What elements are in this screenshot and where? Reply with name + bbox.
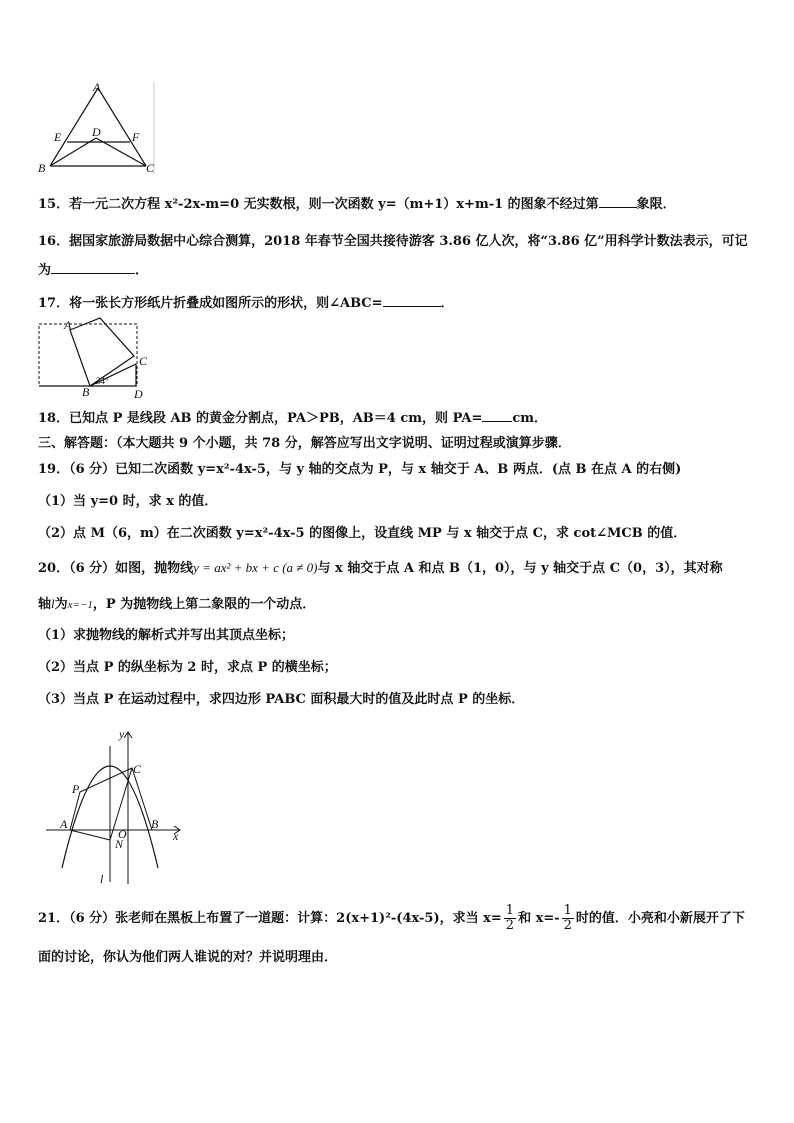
q20-line2-b: 为 (54, 597, 68, 612)
label-f: F (132, 130, 140, 144)
question-15 (38, 193, 676, 212)
parabola-label-p: P (72, 782, 80, 796)
question-19-part1: （1）当 y=0 时，求 x 的值． (38, 494, 218, 509)
parabola-label-x: x (173, 829, 179, 843)
q16-prefix: 为 (38, 263, 52, 278)
q18-tail: cm． (512, 411, 548, 426)
rect-angle-label: 34° (96, 376, 109, 386)
q21-frac1-num: 1 (505, 903, 515, 918)
question-19-part2: （2）点 M（6，m）在二次函数 y=x²-4x-5 的图像上，设直线 MP 与 x 轴交于点 C，求 cot∠MCB 的值． (38, 526, 687, 541)
rect-label-c: C (139, 354, 148, 368)
section-3-heading: 三、解答题：（本大题共 9 个小题，共 78 分，解答应写出文字说明、证明过程或演算步骤． (38, 436, 571, 451)
q18-blank[interactable] (482, 409, 512, 422)
q21-frac2-num: 1 (563, 903, 572, 918)
q20-line2-c: ，P 为抛物线上第二象限的一个动点． (92, 597, 316, 612)
parabola-figure (40, 726, 190, 886)
question-17 (38, 292, 454, 311)
q17-blank[interactable] (383, 294, 441, 307)
label-a: A (93, 80, 101, 94)
label-b: B (38, 161, 46, 175)
question-20-part3: （3）当点 P 在运动过程中，求四边形 PABC 面积最大时的值及此时点 P 的坐标． (38, 692, 525, 707)
q21-stem-c: 时的值．小亮和小新展开了下 (575, 911, 745, 926)
question-20-stem (38, 557, 723, 576)
parabola-label-y: y (119, 727, 125, 741)
q20-line2-l: l (51, 596, 55, 611)
q20-formula: y = ax² + bx + c (a ≠ 0) (193, 560, 318, 575)
rect-label-b: B (82, 385, 90, 399)
question-21-line2: 面的讨论，你认为他们两人谁说的对？并说明理由． (38, 950, 338, 965)
q17-text: 17．将一张长方形纸片折叠成如图所示的形状，则∠ABC= (38, 296, 383, 311)
question-16-line2 (38, 259, 148, 278)
q21-fraction-1 (504, 904, 516, 933)
q21-fraction-2 (562, 904, 574, 933)
q15-blank[interactable] (599, 195, 637, 208)
q20-stem-a: 20．（6 分）如图，抛物线 (38, 561, 194, 576)
parabola-label-c: C (133, 762, 142, 776)
q17-tail: ． (440, 296, 454, 311)
q21-frac2-den: 2 (563, 918, 572, 933)
label-e: E (54, 130, 62, 144)
rect-label-a: A (64, 318, 72, 332)
q20-stem-b: 与 x 轴交于点 A 和点 B（1，0），与 y 轴交于点 C（0，3），其对称 (317, 561, 723, 576)
rect-label-d: D (134, 387, 143, 401)
question-20-line2 (38, 593, 315, 612)
q20-line2-a: 轴 (38, 597, 52, 612)
question-19-stem: 19．（6 分）已知二次函数 y=x²-4x-5，与 y 轴的交点为 P，与 x 轴交于 A、B 两点．(点 B 在点 A 的右侧) (38, 462, 682, 477)
parabola-label-n: N (115, 837, 124, 851)
q15-tail: 象限． (636, 197, 676, 212)
q16-tail: ． (135, 263, 149, 278)
question-20-part1: （1）求抛物线的解析式并写出其顶点坐标； (38, 628, 295, 643)
q21-stem-b: 和 x=- (518, 911, 560, 926)
question-20-part2: （2）当点 P 的纵坐标为 2 时，求点 P 的横坐标； (38, 660, 337, 675)
question-21-stem (38, 904, 745, 933)
parabola-label-a: A (60, 817, 68, 831)
parabola-label-o: O (118, 827, 127, 841)
q15-text: 15．若一元二次方程 x²-2x-m=0 无实数根，则一次函数 y=（m+1）x+m-1 的图象不经过第 (38, 197, 599, 212)
parabola-label-l: l (100, 872, 104, 886)
q20-line2-x: x=−1 (67, 599, 93, 611)
q16-blank[interactable] (51, 261, 135, 274)
parabola-label-b: B (151, 817, 159, 831)
q21-stem-a: 21．（6 分）张老师在黑板上布置了一道题：计算：2(x+1)²-(4x-5)，求当 x= (38, 911, 502, 926)
q18-text: 18．已知点 P 是线段 AB 的黄金分割点，PA＞PB，AB＝4 cm，则 PA= (38, 411, 483, 426)
question-18 (38, 407, 547, 426)
q21-frac1-den: 2 (505, 918, 515, 933)
label-c: C (146, 161, 155, 175)
question-16-line1: 16．据国家旅游局数据中心综合测算，2018 年春节全国共接待游客 3.86 亿人次，将“3.86 亿”用科学计数法表示，可记 (38, 234, 748, 249)
label-d: D (92, 125, 101, 139)
